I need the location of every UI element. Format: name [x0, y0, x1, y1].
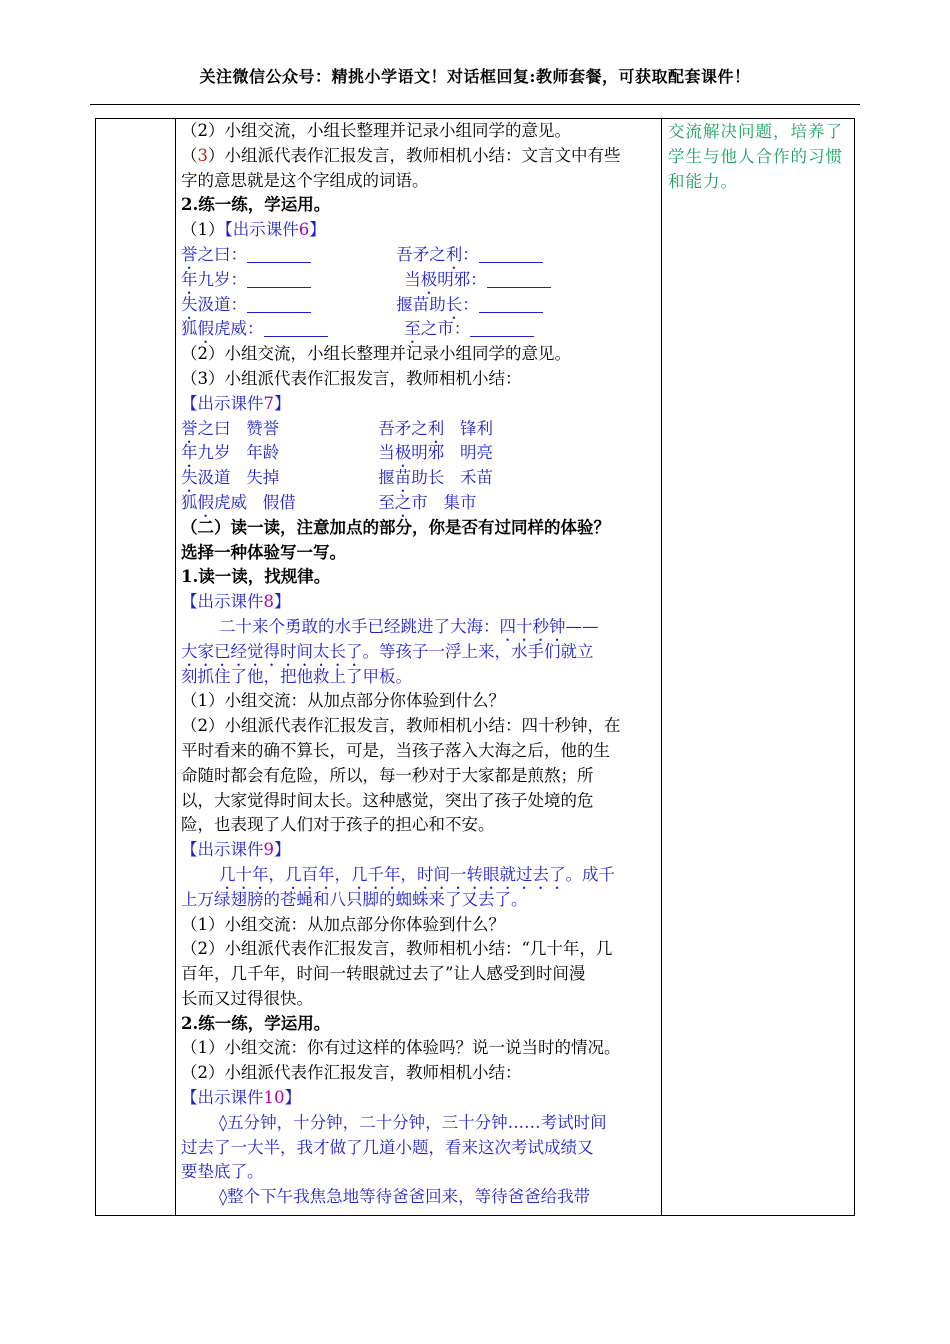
- answer-blank[interactable]: [247, 244, 311, 263]
- text-span: 明亮: [460, 443, 493, 463]
- text-span: 当: [404, 269, 421, 289]
- answer-blank[interactable]: [479, 244, 543, 263]
- text-line: 长而又过得很快。: [181, 988, 313, 1008]
- text-line: （1）小组交流：你有过这样的体验吗？说一说当时的情况。: [181, 1038, 621, 1058]
- text-line: （2）小组派代表作汇报发言，教师相机小结：“几十年，几: [181, 939, 613, 959]
- courseware-number: 7: [263, 393, 274, 413]
- dotted-char: 极: [394, 443, 412, 463]
- text-line: （2）小组交流，小组长整理并记录小组同学的意见。: [181, 121, 571, 140]
- dotted-char: 极: [420, 269, 438, 289]
- text-line: （1）小组交流：从加点部分你体验到什么？: [181, 914, 505, 934]
- dotted-char: 利: [445, 244, 463, 264]
- text-line: 字的意思就是这个字组成的词语。: [181, 170, 429, 190]
- example-line: 要垫底了。: [181, 1162, 264, 1182]
- dotted-phrase: 大家已经觉得时间太长了: [181, 641, 363, 661]
- text-line: 平时看来的确不算长，可是，当孩子落入大海之后，他的生: [181, 740, 610, 760]
- text-span: 禾苗: [460, 468, 493, 488]
- dotted-char: 誉: [181, 244, 198, 264]
- example-line: ◊整个下午我焦急地等待爸爸回来，等待爸爸给我带: [219, 1187, 591, 1207]
- design-intent-text: 交流解决问题，培养了学生与他人合作的习惯和能力。: [668, 122, 843, 191]
- dotted-char: 年: [181, 269, 198, 289]
- dotted-char: 假: [197, 492, 214, 512]
- header-divider: [90, 104, 860, 105]
- text-span: 之市：: [420, 319, 471, 339]
- text-line: 险，也表现了人们对于孩子的担心和不安。: [181, 815, 495, 835]
- lesson-table: [95, 118, 855, 1216]
- column-divider-1: [175, 119, 176, 1215]
- text-line: [181, 144, 659, 169]
- courseware-number: 10: [263, 1088, 285, 1108]
- text-span: 揠苗助: [396, 294, 446, 314]
- passage-line: [181, 615, 659, 640]
- subheading: 1.读一读，找规律。: [181, 567, 331, 587]
- answer-blank[interactable]: [247, 269, 311, 288]
- courseware-label: 】: [274, 840, 291, 860]
- text-span: 。成千: [565, 864, 615, 884]
- answer-blank[interactable]: [479, 294, 543, 313]
- dotted-char: 誉: [181, 418, 198, 438]
- courseware-line: [181, 1086, 659, 1111]
- text-span: 市: [411, 492, 428, 512]
- text-span: 狐: [181, 319, 198, 339]
- text-span: 锋利: [460, 418, 493, 438]
- dotted-char: 至: [404, 319, 421, 339]
- text-span: （1）: [181, 220, 225, 240]
- text-line: （3）小组派代表作汇报发言，教师相机小结：: [181, 368, 522, 388]
- courseware-label: 【出示课件: [181, 1088, 264, 1108]
- text-span: （: [181, 145, 198, 165]
- dotted-char: 苗: [394, 468, 412, 488]
- answer-row: [181, 441, 659, 466]
- dotted-char: 长: [445, 294, 463, 314]
- passage-line: [181, 640, 659, 665]
- passage-line: 刻抓住了他，把他救上了甲板。: [181, 666, 412, 686]
- text-span: 当: [378, 443, 395, 463]
- text-span: 虎威: [214, 492, 247, 512]
- text-span: 九岁: [197, 443, 231, 463]
- answer-row: [181, 466, 659, 491]
- section-heading: 选择一种体验写一写。: [181, 542, 346, 562]
- courseware-label: 【出示课件: [181, 840, 264, 860]
- subheading: 2.练一练，学运用。: [181, 195, 331, 215]
- courseware-number: 9: [263, 840, 274, 860]
- courseware-label: 】: [274, 592, 291, 612]
- step-number: 3: [197, 145, 208, 165]
- text-span: ：: [462, 244, 479, 264]
- text-span: 年龄: [246, 443, 280, 463]
- dotted-char: 假: [197, 319, 214, 339]
- courseware-number: 8: [263, 592, 274, 612]
- text-line: 命随时都会有危险，所以，每一秒对于大家都是煎熬；所: [181, 765, 594, 785]
- answer-blank[interactable]: [470, 318, 534, 337]
- dotted-phrase: 几十年，几百年，几千年，时间一转眼就过去了: [219, 864, 566, 884]
- text-span: 集市: [443, 492, 477, 512]
- subheading: 2.练一练，学运用。: [181, 1013, 331, 1033]
- text-line: 百年，几千年，时间一转眼就过去了”让人感受到时间漫: [181, 964, 586, 984]
- exercise-row: [181, 243, 659, 268]
- exercise-row: [181, 268, 659, 293]
- text-line: （1）小组交流：从加点部分你体验到什么？: [181, 691, 505, 711]
- text-span: 明邪: [411, 443, 445, 463]
- text-span: 狐: [181, 492, 198, 512]
- dotted-char: 失: [181, 294, 198, 314]
- text-span: 助长: [411, 468, 445, 488]
- courseware-line: [181, 838, 659, 863]
- example-line: 过去了一大半，我才做了几道小题，看来这次考试成绩又: [181, 1137, 594, 1157]
- text-line: （2）小组派代表作汇报发言，教师相机小结：: [181, 1063, 522, 1083]
- dotted-char: 之: [394, 492, 412, 512]
- courseware-line: [181, 218, 659, 243]
- design-intent-cell: [668, 119, 852, 194]
- text-span: 赞誉: [246, 418, 280, 438]
- text-span: 。等孩子一浮上来，水手们就立: [362, 641, 594, 661]
- text-span: 九岁：: [197, 269, 247, 289]
- example-line: ◊五分钟，十分钟，二十分钟，三十分钟……考试时间: [219, 1112, 607, 1132]
- column-divider-2: [661, 119, 662, 1215]
- text-span: 之曰: [197, 418, 231, 438]
- courseware-line: [181, 590, 659, 615]
- text-span: 吾矛之: [396, 244, 446, 264]
- text-span: ：: [462, 294, 479, 314]
- text-span: 汲道: [197, 468, 231, 488]
- answer-blank[interactable]: [264, 318, 328, 337]
- text-span: 至: [378, 492, 395, 512]
- exercise-row: [181, 317, 659, 342]
- text-line: （2）小组派代表作汇报发言，教师相机小结：四十秒钟，在: [181, 716, 621, 736]
- courseware-line: [181, 392, 659, 417]
- dotted-char: 年: [181, 443, 198, 463]
- text-span: 假借: [262, 492, 296, 512]
- text-span: 二十来个勇敢的水手已经跳进了大海：: [219, 616, 500, 636]
- lesson-content-cell: [181, 119, 659, 1210]
- answer-blank[interactable]: [247, 294, 311, 313]
- text-span: 汲道：: [197, 294, 247, 314]
- text-span: 明邪：: [437, 269, 487, 289]
- header-notice: 关注微信公众号：精挑小学语文！对话框回复:教师套餐，可获取配套课件！: [199, 67, 751, 86]
- courseware-label: 【出示课件: [181, 592, 264, 612]
- courseware-label: 】: [284, 1088, 301, 1108]
- dotted-phrase: 四十秒钟——: [499, 616, 599, 636]
- passage-line: 上万绿翅膀的苍蝇和八只脚的蜘蛛来了又去了。: [181, 889, 528, 909]
- dotted-char: 失: [181, 468, 198, 488]
- answer-row: [181, 491, 659, 516]
- courseware-label: 【出示课件: [181, 393, 264, 413]
- answer-blank[interactable]: [487, 269, 551, 288]
- text-span: 虎威：: [214, 319, 264, 339]
- dotted-char: 利: [427, 418, 445, 438]
- exercise-row: [181, 293, 659, 318]
- text-span: 之曰：: [197, 244, 247, 264]
- courseware-number: 6: [298, 220, 310, 240]
- text-span: ）小组派代表作汇报发言，教师相机小结：文言文中有些: [208, 145, 621, 165]
- text-span: 失掉: [246, 468, 280, 488]
- courseware-label: 【出示课件: [224, 220, 299, 240]
- text-span: 揠: [378, 468, 395, 488]
- text-span: 吾矛之: [378, 418, 428, 438]
- courseware-label: 】: [309, 220, 326, 240]
- answer-row: [181, 417, 659, 442]
- text-line: （2）小组交流，小组长整理并记录小组同学的意见。: [181, 344, 571, 364]
- passage-line: [181, 863, 659, 888]
- text-line: 以，大家觉得时间太长。这种感觉，突出了孩子处境的危: [181, 790, 594, 810]
- section-heading: （二）读一读，注意加点的部分，你是否有过同样的体验？: [181, 517, 610, 537]
- courseware-label: 】: [274, 393, 291, 413]
